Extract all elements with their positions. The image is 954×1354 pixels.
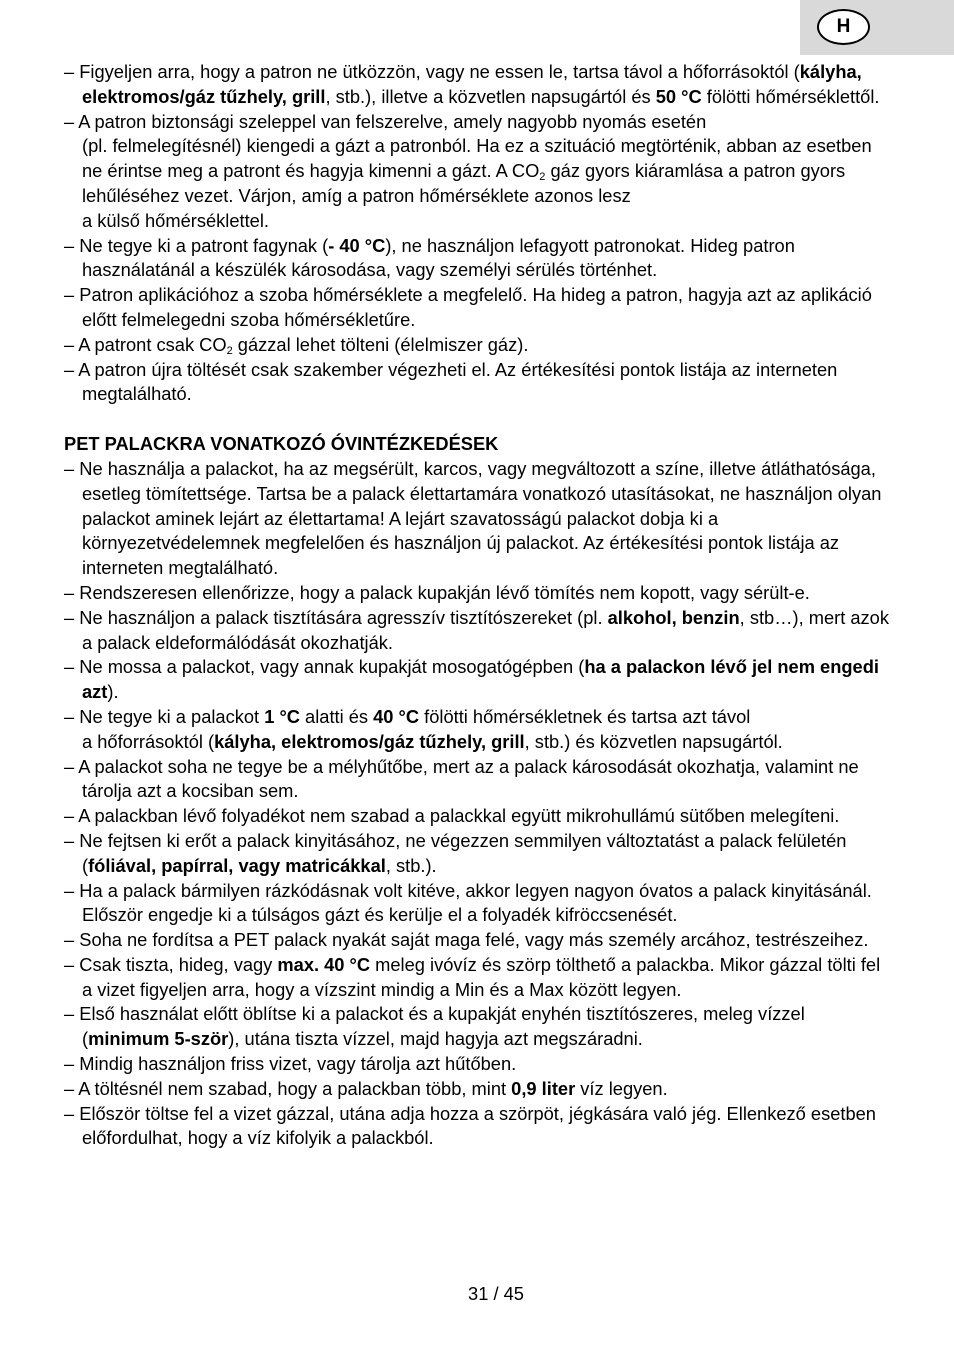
bold-text: fóliával, papírral, vagy matricákkal: [88, 854, 386, 876]
text-span: – A palackot soha ne tegye be a mélyhűtőbe, mert az a palack károsodását okozhatja, valamint ne tárolja azt a kocsiban sem.: [64, 755, 859, 802]
list-item: [64, 879, 894, 929]
text-span: – Ne tegye ki a patront fagynak (: [64, 234, 329, 256]
bold-text: kályha, elektromos/gáz tűzhely, grill: [82, 61, 862, 107]
list-item: [64, 60, 894, 110]
text-span: ), ne használjon lefagyott patronokat. Hideg patron használatánál a készülék károsodása, vagy személyi sérülés történhet.: [82, 234, 795, 281]
text-span: – A töltésnél nem szabad, hogy a palackban több, mint: [64, 1077, 512, 1099]
text-span: a hőforrásoktól (: [82, 730, 215, 752]
list-item: [64, 581, 894, 606]
text-span: alatti és: [299, 705, 374, 727]
subscript-text: 2: [226, 344, 233, 357]
text-span: – Először töltse fel a vizet gázzal, utána adja hozza a szörpöt, jégkására való jég. Ellenkező esetben előfordulhat, hogy a víz kifolyik a palackból.: [64, 1102, 876, 1149]
subscript-text: 2: [539, 171, 546, 184]
bold-text: 50 °C: [655, 85, 702, 107]
bold-text: 1 °C: [264, 705, 300, 727]
text-span: – Rendszeresen ellenőrizze, hogy a palack kupakján lévő tömítés nem kopott, vagy sérült-e.: [64, 581, 810, 603]
list-item: [64, 705, 894, 755]
text-span: fölötti hőmérsékletnek és tartsa azt távol: [419, 705, 751, 727]
list-item: [64, 1102, 894, 1152]
text-span: – Patron aplikációhoz a szoba hőmérséklete a megfelelő. Ha hideg a patron, hagyja azt az aplikáció előtt felmelegedni szoba hőmérsékletűre.: [64, 284, 872, 330]
list-item: [64, 1002, 894, 1052]
list-item: [64, 358, 894, 408]
text-span: – Ne használja a palackot, ha az megsérült, karcos, vagy megváltozott a színe, illetve átláthatósága, esetleg tömítettsége. Tartsa be a palack élettartamára vonatkozó utasításokat, ne használjon olyan palackot aminek lejárt az élettartama! A lejárt szavatosságú palackot dobja ki a környezetvédelemnek megfelelően és használjon új palackot. Az értékesítési pontok listája az interneten megtalálható.: [64, 457, 882, 579]
text-span: víz legyen.: [575, 1077, 668, 1099]
bold-text: 0,9 liter: [511, 1077, 576, 1099]
text-span: – A palackban lévő folyadékot nem szabad a palackkal együtt mikrohullámú sütőben melegíteni.: [64, 805, 840, 827]
section-heading: PET PALACKRA VONATKOZÓ ÓVINTÉZKEDÉSEK: [64, 433, 499, 455]
bold-text: ha a palackon lévő jel nem engedi azt: [82, 656, 879, 703]
text-span: – Ha a palack bármilyen rázkódásnak volt kitéve, akkor legyen nagyon óvatos a palack kinyitásánál. Először engedje ki a túlságos gázt és kerülje el a folyadék kifröccsenését.: [64, 879, 872, 926]
bold-text: 40 °C: [373, 705, 420, 727]
text-span: gázzal lehet tölteni (élelmiszer gáz).: [232, 333, 529, 355]
text-span: – Soha ne fordítsa a PET palack nyakát saját maga felé, vagy más személy arcához, testrészeihez.: [64, 929, 869, 951]
text-span: a külső hőmérséklettel.: [82, 209, 269, 231]
text-span: – Mindig használjon friss vizet, vagy tárolja azt hűtőben.: [64, 1053, 517, 1075]
text-span: – Csak tiszta, hideg, vagy: [64, 953, 278, 975]
page-number: 31 / 45: [468, 1283, 524, 1304]
text-span: , stb.) és közvetlen napsugártól.: [524, 730, 783, 752]
text-span: – Ne mossa a palackot, vagy annak kupakját mosogatógépben (: [64, 656, 585, 678]
text-span: ), utána tiszta vízzel, majd hagyja azt megszáradni.: [228, 1028, 643, 1050]
language-tab: [800, 0, 954, 55]
list-item: [64, 606, 894, 656]
pet-bottle-precautions-list: [64, 457, 894, 1151]
list-item: [64, 234, 894, 284]
text-span: , stb.), illetve a közvetlen napsugártól és: [325, 85, 656, 107]
list-item: [64, 333, 894, 358]
text-span: meleg ivóvíz és szörp tölthető a palackba. Mikor gázzal tölti fel a vizet figyeljen arra, hogy a vízszint mindig a Min és a Max között legyen.: [82, 953, 881, 1000]
text-span: – A patront csak CO: [64, 333, 227, 355]
list-item: [64, 110, 894, 234]
document-body: [64, 60, 894, 1151]
text-span: fölötti hőmérséklettől.: [701, 85, 880, 107]
text-span: (pl. felmelegítésnél) kiengedi a gázt a patronból. Ha ez a szituáció megtörténik, abban az esetben ne érintse meg a patront és hagyja kimenni a gázt. A CO: [82, 135, 872, 182]
text-span: – Ne fejtsen ki erőt a palack kinyitásához, ne végezzen semmilyen változtatást a palack felületén (: [64, 829, 847, 876]
list-item: [64, 457, 894, 581]
list-item: [64, 755, 894, 805]
list-item: [64, 1052, 894, 1077]
list-item: [64, 655, 894, 705]
cartridge-precautions-list: [64, 60, 894, 407]
text-span: – Ne használjon a palack tisztítására agresszív tisztítószereket (pl.: [64, 606, 608, 628]
text-span: – A patron újra töltését csak szakember végezheti el. Az értékesítési pontok listája az interneten megtalálható.: [64, 358, 838, 405]
list-item: [64, 928, 894, 953]
bold-text: - 40 °C: [328, 234, 386, 256]
list-item: [64, 829, 894, 879]
text-span: ).: [107, 681, 119, 703]
text-span: , stb…), mert azok a palack eldeformálódását okozhatják.: [82, 606, 889, 653]
list-item: [64, 1077, 894, 1102]
text-span: , stb.).: [385, 854, 437, 876]
bold-text: max. 40 °C: [277, 953, 371, 975]
text-span: – Ne tegye ki a palackot: [64, 705, 265, 727]
text-span: – Figyeljen arra, hogy a patron ne ütközzön, vagy ne essen le, tartsa távol a hőforrásoktól (: [64, 61, 800, 82]
bold-text: kályha, elektromos/gáz tűzhely, grill: [214, 730, 525, 752]
list-item: [64, 804, 894, 829]
text-span: – Első használat előtt öblítse ki a palackot és a kupakját enyhén tisztítószeres, meleg vízzel (: [64, 1003, 805, 1050]
language-badge: H: [817, 9, 870, 45]
list-item: [64, 283, 894, 333]
text-span: – A patron biztonsági szeleppel van felszerelve, amely nagyobb nyomás esetén: [64, 110, 707, 132]
bold-text: minimum 5-ször: [88, 1028, 229, 1050]
text-span: gáz gyors kiáramlása a patron gyors lehűléséhez vezet. Várjon, amíg a patron hőmérséklete azonos lesz: [82, 160, 846, 206]
list-item: [64, 953, 894, 1003]
bold-text: alkohol, benzin: [607, 606, 740, 628]
